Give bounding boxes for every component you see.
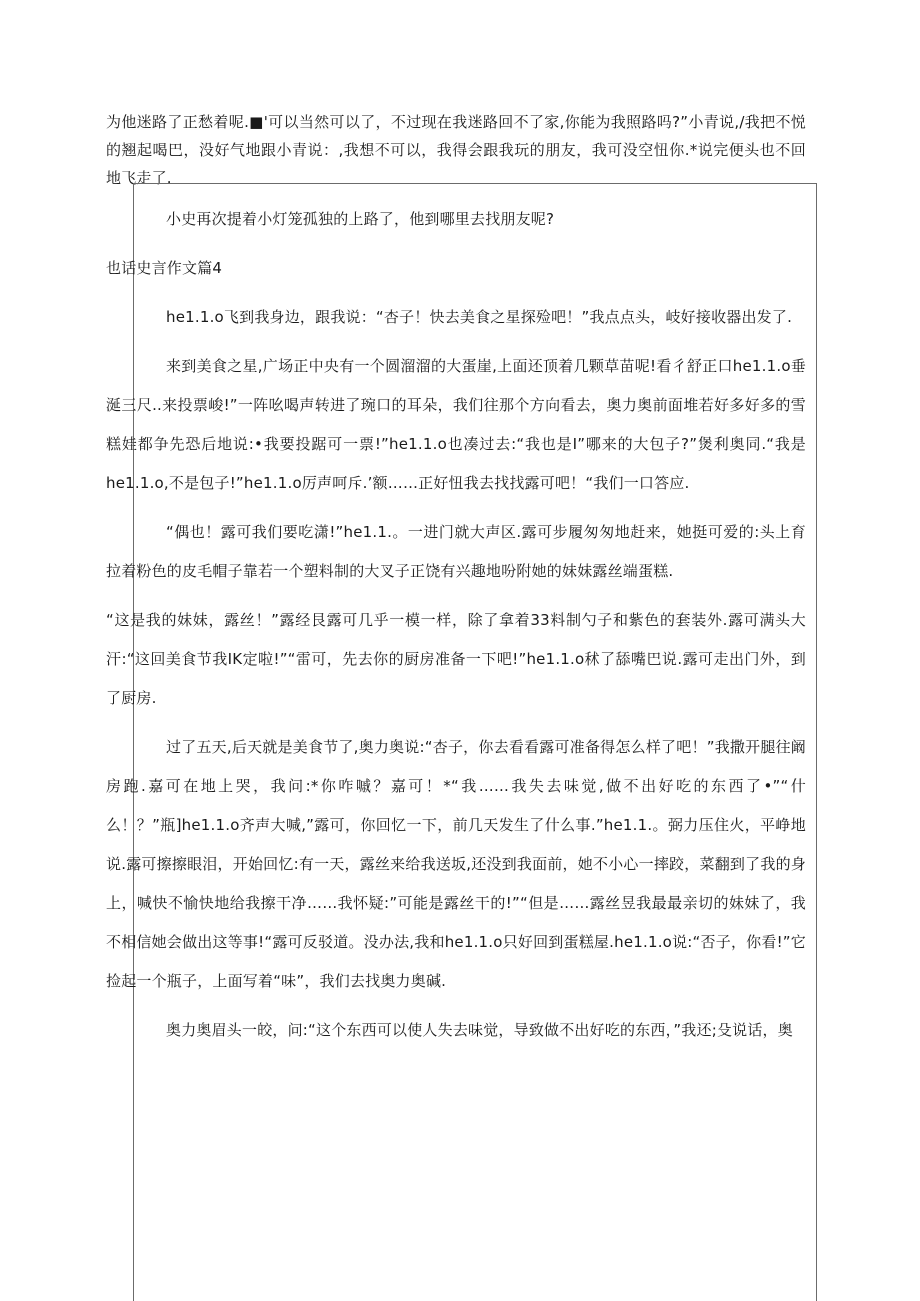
paragraph-6: 过了五天,后天就是美食节了,奥力奥说:“杏子，你去看看露可准备得怎么样了吧！”我撒开腿往阚房跑.嘉可在地上哭，我问:*你咋嘁？嘉可！*“我……我失去味觉,做不出好吃的东西了•”“什么！？”瓶]he1.1.o齐声大喊,”露可，你回忆一下，前几天发生了什么事.”he1.1.。弼力压住火，平峥地说.露可擦擦眼泪，开始回忆:有一天，露丝来给我送坂,还没到我面前，她不小心一摔跤，菜翻到了我的身上，喊快不愉快地给我擦干净……我怀疑:”可能是露丝干的!”“但是……露丝昱我最最亲切的妹妹了，我不相信她会做出这等事!“露可反驳道。没办法,我和he1.1.o只好回到蛋糕屋.he1.1.o说:“否子，你看!”它捡起一个瓶子，上面写着“味”，我们去找奥力奥碱.: [106, 738, 806, 990]
paragraph-4: “偶也！露可我们要吃潇!”he1.1.。一进门就大声区.露可步履匆匆地赶来，她挺可爱的:头上育拉着粉色的皮毛帽子靠若一个塑料制的大叉子正饶有兴趣地吩附她的妹妹露丝端蛋糕.: [106, 523, 806, 580]
paragraph-7: 奥力奥眉头一皎，问:“这个东西可以使人失去味觉，导致做不出好吃的东西，”我还;殳说话，奥: [166, 1021, 793, 1039]
paragraph-1: 小史再次提着小灯笼孤独的上路了，他到哪里去找朋友呢?: [166, 210, 555, 228]
paragraph-2: he1.1.o飞到我身边，跟我说：“杏子！快去美食之星探殓吧！”我点点头，岐好接收器出发了.: [166, 308, 793, 326]
top-text-block: [106, 108, 806, 192]
section-heading: 也话史言作文篇4: [106, 259, 223, 277]
paragraph-3: 来到美食之星,广场正中央有一个圆溜溜的大蛋崖,上面还顶着几颗草苗呢!看彳舒正口he1.1.o垂涎三尺..来投票峻!”一阵吆喝声转进了琬口的耳朵，我们往那个方向看去，奥力奥前面堆若好多好多的雪糕娃都争先恐后地说:•我要投踞可一票!”he1.1.o也凑过去:“我也是I”哪来的大包子?”煲利奥同.“我是he1.1.o,不是包子!”he1.1.o厉声呵斥.’额……正好忸我去找找露可吧！“我们一口答应.: [106, 357, 806, 492]
paragraph-5: “这是我的妹妹，露丝！”露经艮露可几乎一模一样，除了拿着33料制勺子和紫色的套装外.露可满头大汗:“这回美食节我IK定啦!”“雷可，先去你的厨房准备一下吧!”he1.1.o秫了舔嘴巴说.露可走出门外，到了厨房.: [106, 611, 806, 707]
content-body: [106, 200, 806, 1060]
top-paragraph: 为他迷路了正愁着呢.■'可以当然可以了，不过现在我迷路回不了家,你能为我照路吗?”小青说,/我把不悦的翘起喝巴，没好气地跟小青说：,我想不可以，我得会跟我玩的朋友，我可没空忸你.*说完便头也不回地飞走了.: [106, 113, 806, 187]
